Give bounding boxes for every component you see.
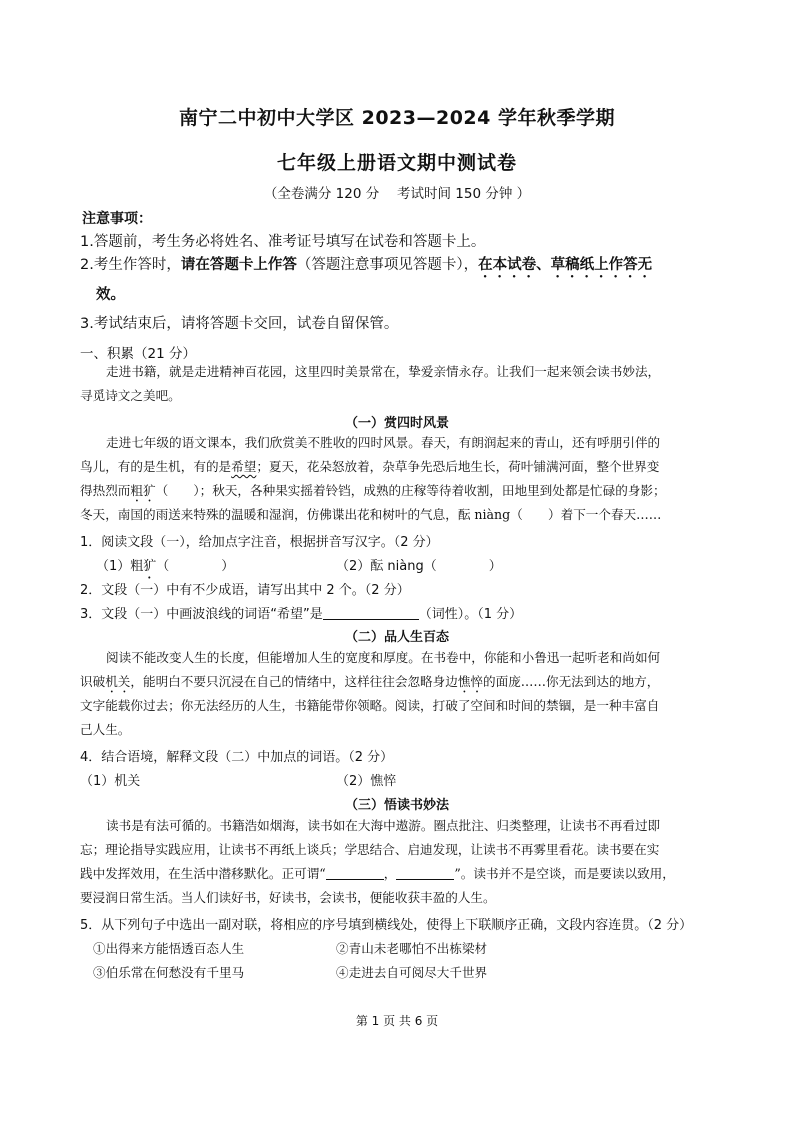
section-1-intro-line1: 走进书籍，就是走进精神百花园，这里四时美景常在，挚爱亲情永存。让我们一起来领会读书妙法， (106, 364, 661, 379)
part-1-line3 (80, 479, 716, 505)
note-item-2-mid: （答题注意事项见答题卡）， (296, 257, 479, 273)
question-1-sub-1-a: （1）粗 (96, 559, 144, 574)
part-1-line2 (80, 455, 716, 479)
note-item-2-emphasis-2: 在本试卷、草稿纸上作答无 (478, 257, 653, 273)
part-2-line1: 阅读不能改变人生的长度，但能增加人生的宽度和厚度。在书卷中，你能和小鲁迅一起听老和尚如何 (106, 650, 661, 665)
question-4: 4．结合语境，解释文段（二）中加点的词语。（2 分） (80, 750, 394, 765)
question-1-dotted-char: 犷 (143, 559, 157, 574)
notes-heading: 注意事项： (82, 211, 152, 227)
page-number: 第 1 页 共 6 页 (355, 1014, 439, 1028)
part-1-word-hope: 希望 (231, 459, 257, 474)
note-item-2-prefix: 2.考生作答时， (80, 257, 181, 273)
question-3-a: 3．文段（一）中画波浪线的词语“希望”是 (80, 607, 323, 622)
part-1-line3-a: 得热烈而 (80, 483, 131, 498)
question-2: 2．文段（一）中有不少成语，请写出其中 2 个。（2 分） (80, 583, 410, 598)
part-3-line2: 忘；理论指导实践应用，让读书不再纸上谈兵；学思结合、启迪发现，让读书不再雾里看花。读书要在实 (80, 842, 660, 857)
section-1-intro (80, 360, 716, 384)
note-item-2 (80, 253, 652, 281)
part-2-word-haggard: 憔悴 (457, 674, 483, 689)
part-1-word-rugged: 粗犷 (130, 483, 156, 498)
note-item-3: 3.考试结束后，请将答题卡交回，试卷自留保管。 (80, 316, 399, 332)
part-2-line2 (80, 670, 716, 696)
part-2-line4: 己人生。 (80, 722, 131, 737)
part-2-heading: （二）品人生百态 (344, 630, 449, 645)
option-2: ②青山未老哪怕不出栋梁材 (336, 941, 488, 956)
part-1-line4: 冬天，南国的雨送来特殊的温暖和湿润，仿佛谍出花和树叶的气息，酝 niàng（ ）着下一个春天…… (80, 507, 662, 522)
part-2-line3: 文字能载你过去；你无法经历的人生，书籍能带你领略。阅读，打破了空间和时间的禁锢，是一种丰富自 (80, 698, 660, 713)
section-1-intro-line2: 寻觅诗文之美吧。 (80, 388, 181, 403)
part-3-line1: 读书是有法可循的。书籍浩如烟海，读书如在大海中遨游。圈点批注、归类整理，让读书不再看过即 (106, 818, 661, 833)
option-1: ①出得来方能悟透百态人生 (93, 941, 245, 956)
note-item-1: 1.答题前，考生务必将姓名、准考证号填写在试卷和答题卡上。 (80, 234, 486, 250)
exam-title-line2: 七年级上册语文期中测试卷 (276, 152, 517, 174)
question-1: 1．阅读文段（一），给加点字注音，根据拼音写汉字。（2 分） (80, 535, 439, 550)
part-1-line2-b: ；夏天，花朵怒放着，杂草争先恐后地生长，荷叶铺满河面，整个世界变 (256, 459, 660, 474)
part-2-line2-b: ，能明白不要只沉浸在自己的情绪中，这样往往会忽略身边 (130, 674, 458, 689)
part-3-line3-b: ”。读书并不是空谈，而是要读以致用， (454, 866, 675, 881)
part-1-line3-b: （ ）；秋天，各种果实摇着铃铛，成熟的庄稼等待着收割，田地里到处都是忙碌的身影； (155, 483, 666, 498)
part-1-heading: （一）赏四时风景 (344, 416, 449, 431)
question-3 (80, 603, 522, 622)
exam-title-line1: 南宁二中初中大学区 2023—2024 学年秋季学期 (179, 107, 615, 129)
question-1-sub-2: （2）酝 niàng（ ） (336, 559, 502, 574)
part-3-line3-sep: ， (383, 866, 397, 881)
question-1-sub-1 (96, 555, 234, 582)
part-3-line4: 要浸润日常生活。当人们读好书，好读书，会读书，便能收获丰盈的人生。 (80, 890, 496, 905)
part-3-heading: （三）悟读书妙法 (344, 798, 449, 813)
question-1-sub-1-b: （ ） (156, 559, 235, 574)
section-1-heading: 一、积累（21 分） (80, 346, 196, 362)
question-4-sub-2: （2）憔悴 (336, 774, 397, 789)
note-item-2-emphasis-1: 请在答题卡上作答 (180, 257, 297, 273)
question-5: 5．从下列句子中选出一副对联，将相应的序号填到横线处，使得上下联顺序正确，文段内容连贯。（2 分） (80, 918, 693, 933)
part-2-line2-a: 识破 (80, 674, 106, 689)
question-4-sub-1: （1）机关 (80, 774, 141, 789)
part-2-word-mechanism: 机关 (105, 674, 131, 689)
part-1-line1: 走进七年级的语文课本，我们欣赏美不胜收的四时风景。春天，有朗润起来的青山，还有呼朋引伴的 (106, 435, 661, 450)
part-1-line2-a: 鸟儿，有的是生机，有的是 (80, 459, 232, 474)
part-2-line2-c: 的面庞……你无法到达的地方， (483, 674, 660, 689)
part-3-line3-a: 践中发挥效用，在生活中潜移默化。正可谓“ (80, 866, 326, 881)
exam-info: （全卷满分 120 分 考试时间 150 分钟 ） (263, 186, 531, 202)
couplet-blank-1[interactable] (326, 865, 384, 880)
note-item-2-end: 效。 (96, 287, 125, 303)
question-3-answer-blank[interactable] (323, 605, 419, 620)
question-3-b: （词性）。（1 分） (418, 607, 523, 622)
option-3: ③伯乐常在何愁没有千里马 (93, 965, 245, 980)
option-4: ④走进去自可阅尽大千世界 (336, 965, 488, 980)
part-3-line3 (80, 862, 716, 886)
couplet-blank-2[interactable] (396, 865, 454, 880)
